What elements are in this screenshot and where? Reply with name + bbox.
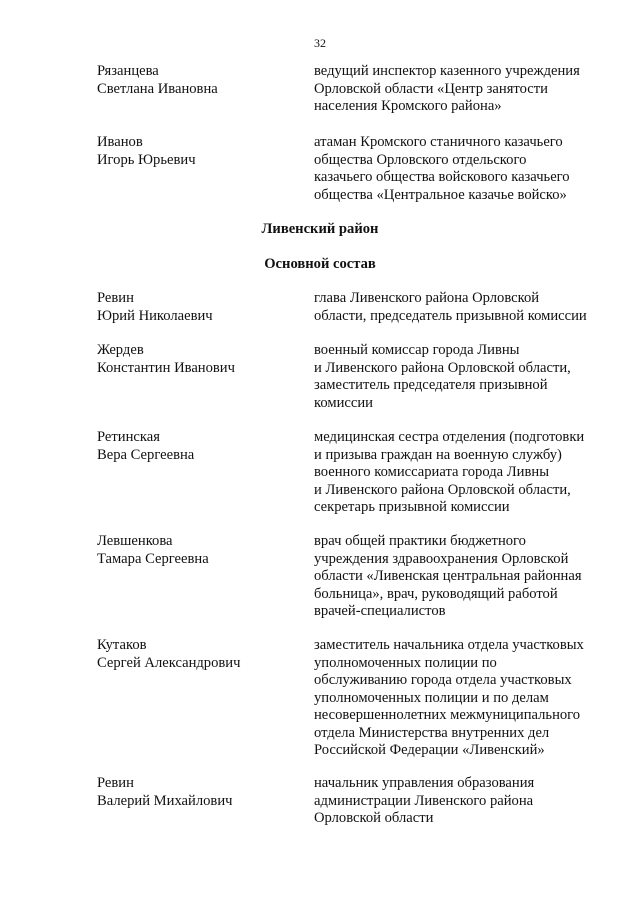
member-position: ведущий инспектор казенного учреждения Орловской области «Центр занятости населения Кромского района»	[314, 63, 580, 114]
page-number: 32	[314, 36, 326, 50]
member-name: Ревин Валерий Михайлович	[97, 775, 233, 809]
member-name: Жердев Константин Иванович	[97, 342, 235, 376]
member-name: Левшенкова Тамара Сергеевна	[97, 533, 209, 567]
member-name: Ревин Юрий Николаевич	[97, 290, 213, 324]
member-position: военный комиссар города Ливны и Ливенского района Орловской области, заместитель председателя призывной комиссии	[314, 342, 571, 411]
member-name: Рязанцева Светлана Ивановна	[97, 63, 218, 97]
member-position: врач общей практики бюджетного учреждения здравоохранения Орловской области «Ливенская центральная районная больница», врач, руководящий работой врачей-специалистов	[314, 533, 582, 619]
member-position: глава Ливенского района Орловской области, председатель призывной комиссии	[314, 290, 587, 324]
member-position: начальник управления образования администрации Ливенского района Орловской области	[314, 775, 535, 826]
member-position: заместитель начальника отдела участковых уполномоченных полиции по обслуживанию города отдела участковых уполномоченных полиции и по делам несовершеннолетних межмуниципального отдела Министерства внутренних дел Российской Федерации «Ливенский»	[314, 637, 584, 758]
subsection-title: Основной состав	[264, 256, 376, 272]
section-title: Ливенский район	[261, 221, 379, 237]
member-name: Иванов Игорь Юрьевич	[97, 134, 196, 168]
member-position: медицинская сестра отделения (подготовки и призыва граждан на военную службу) военного комиссариата города Ливны и Ливенского района Орловской области, секретарь призывной комиссии	[314, 429, 585, 515]
member-position: атаман Кромского станичного казачьего общества Орловского отдельского казачьего общества войскового казачьего общества «Центральное казачье войско»	[314, 134, 570, 203]
member-name: Кутаков Сергей Александрович	[97, 637, 241, 671]
member-name: Ретинская Вера Сергеевна	[97, 429, 195, 463]
